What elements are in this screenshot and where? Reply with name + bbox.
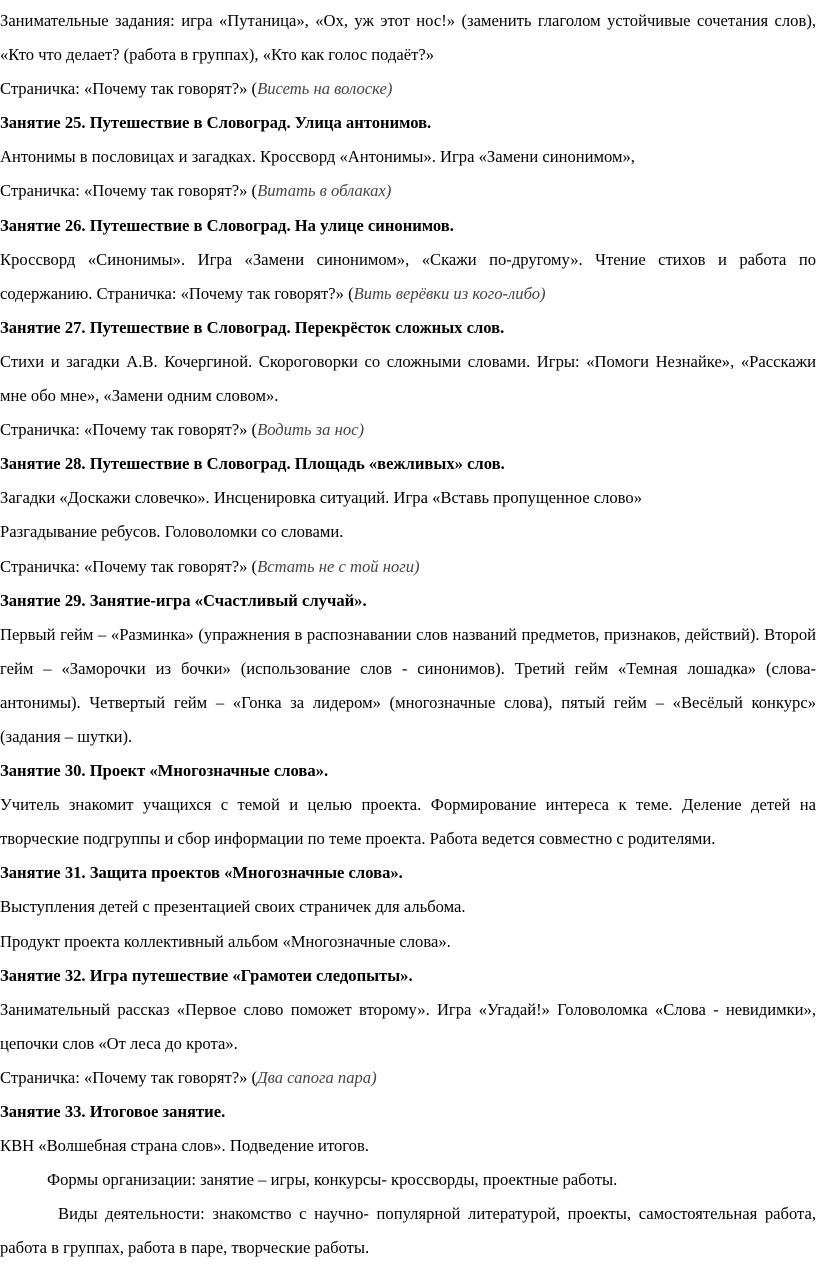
lesson-27-heading: Занятие 27. Путешествие в Словоград. Перекрёсток сложных слов. bbox=[0, 317, 505, 337]
saying-page-line bbox=[0, 174, 816, 208]
saying-page-line bbox=[0, 550, 816, 584]
saying-expression: Вить верёвки из кого-либо) bbox=[353, 283, 546, 303]
lesson-29-heading: Занятие 29. Занятие-игра «Счастливый случай». bbox=[0, 590, 367, 610]
lesson-25-heading: Занятие 25. Путешествие в Словоград. Улица антонимов. bbox=[0, 113, 432, 133]
saying-expression: Встать не с той ноги) bbox=[257, 556, 420, 576]
saying-page-label: Страничка: «Почему так говорят?» ( bbox=[0, 79, 258, 99]
lesson-28-text-a: Загадки «Доскажи словечко». Инсценировка ситуаций. Игра «Вставь пропущенное слово» bbox=[0, 488, 643, 508]
activity-kinds bbox=[0, 1197, 816, 1265]
lesson-26-body: Кроссворд «Синонимы». Игра «Замени синонимом», «Скажи по-другому». Чтение стихов и работа по содержанию. Страничка: «Почему так говорят?» ( bbox=[0, 249, 816, 303]
saying-page-label: Страничка: «Почему так говорят?» ( bbox=[0, 1067, 258, 1087]
organization-forms: Формы организации: занятие – игры, конкурсы- кроссворды, проектные работы. bbox=[47, 1170, 618, 1190]
lesson-30-text: Учитель знакомит учащихся с темой и целью проекта. Формирование интереса к теме. Деление детей на творческие подгруппы и сбор информации по теме проекта. Работа ведется совместно с родителями. bbox=[0, 795, 816, 849]
lesson-31-heading: Занятие 31. Защита проектов «Многозначные слова». bbox=[0, 863, 403, 883]
lesson-31-text-a: Выступления детей с презентацией своих страничек для альбома. bbox=[0, 897, 466, 917]
lesson-29-text: Первый гейм – «Разминка» (упражнения в распознавании слов названий предметов, признаков, действий). Второй гейм – «Заморочки из бочки» (использование слов - синонимов). Третий гейм «Темная лошадка» (слова-антонимы). Четвертый гейм – «Гонка за лидером» (многозначные слова), пятый гейм – «Весёлый конкурс» (задания – шутки). bbox=[0, 624, 816, 746]
lesson-32-heading: Занятие 32. Игра путешествие «Грамотеи следопыты». bbox=[0, 965, 413, 985]
lesson-26-text bbox=[0, 243, 816, 311]
saying-expression: Витать в облаках) bbox=[257, 181, 392, 201]
saying-page-line bbox=[0, 1061, 816, 1095]
lesson-32-text: Занимательный рассказ «Первое слово поможет второму». Игра «Угадай!» Головоломка «Слова - невидимки», цепочки слов «От леса до крота». bbox=[0, 999, 816, 1053]
lesson-33-heading: Занятие 33. Итоговое занятие. bbox=[0, 1102, 226, 1121]
activity-kinds-text: Виды деятельности: знакомство с научно- популярной литературой, проекты, самостоятельная работа, работа в группах, работа в паре, творческие работы. bbox=[0, 1204, 816, 1258]
saying-expression: Висеть на волоске) bbox=[257, 79, 393, 99]
paragraph-entertaining-tasks: Занимательные задания: игра «Путаница», «Ох, уж этот нос!» (заменить глаголом устойчивые сочетания слов), «Кто что делает? (работа в группах), «Кто как голос подаёт?» bbox=[0, 11, 816, 65]
saying-page-line bbox=[0, 413, 816, 447]
saying-page-label: Страничка: «Почему так говорят?» ( bbox=[0, 181, 258, 201]
lesson-30-heading: Занятие 30. Проект «Многозначные слова». bbox=[0, 761, 329, 781]
lesson-33-text: КВН «Волшебная страна слов». Подведение итогов. bbox=[0, 1136, 369, 1156]
lesson-27-text: Стихи и загадки А.В. Кочергиной. Скороговорки со сложными словами. Игры: «Помоги Незнайке», «Расскажи мне обо мне», «Замени одним словом». bbox=[0, 351, 816, 406]
saying-page-label: Страничка: «Почему так говорят?» ( bbox=[0, 420, 258, 440]
lesson-26-heading: Занятие 26. Путешествие в Словоград. На улице синонимов. bbox=[0, 215, 454, 235]
saying-page-label: Страничка: «Почему так говорят?» ( bbox=[0, 556, 258, 576]
lesson-28-text-b: Разгадывание ребусов. Головоломки со словами. bbox=[0, 522, 344, 542]
saying-expression: Два сапога пара) bbox=[257, 1067, 377, 1087]
lesson-31-text-b: Продукт проекта коллективный альбом «Многозначные слова». bbox=[0, 931, 451, 951]
saying-page-line bbox=[0, 72, 816, 106]
lesson-25-text: Антонимы в пословицах и загадках. Кроссворд «Антонимы». Игра «Замени синонимом», bbox=[0, 147, 635, 167]
lesson-28-heading: Занятие 28. Путешествие в Словоград. Площадь «вежливых» слов. bbox=[0, 454, 505, 474]
saying-expression: Водить за нос) bbox=[257, 420, 365, 440]
